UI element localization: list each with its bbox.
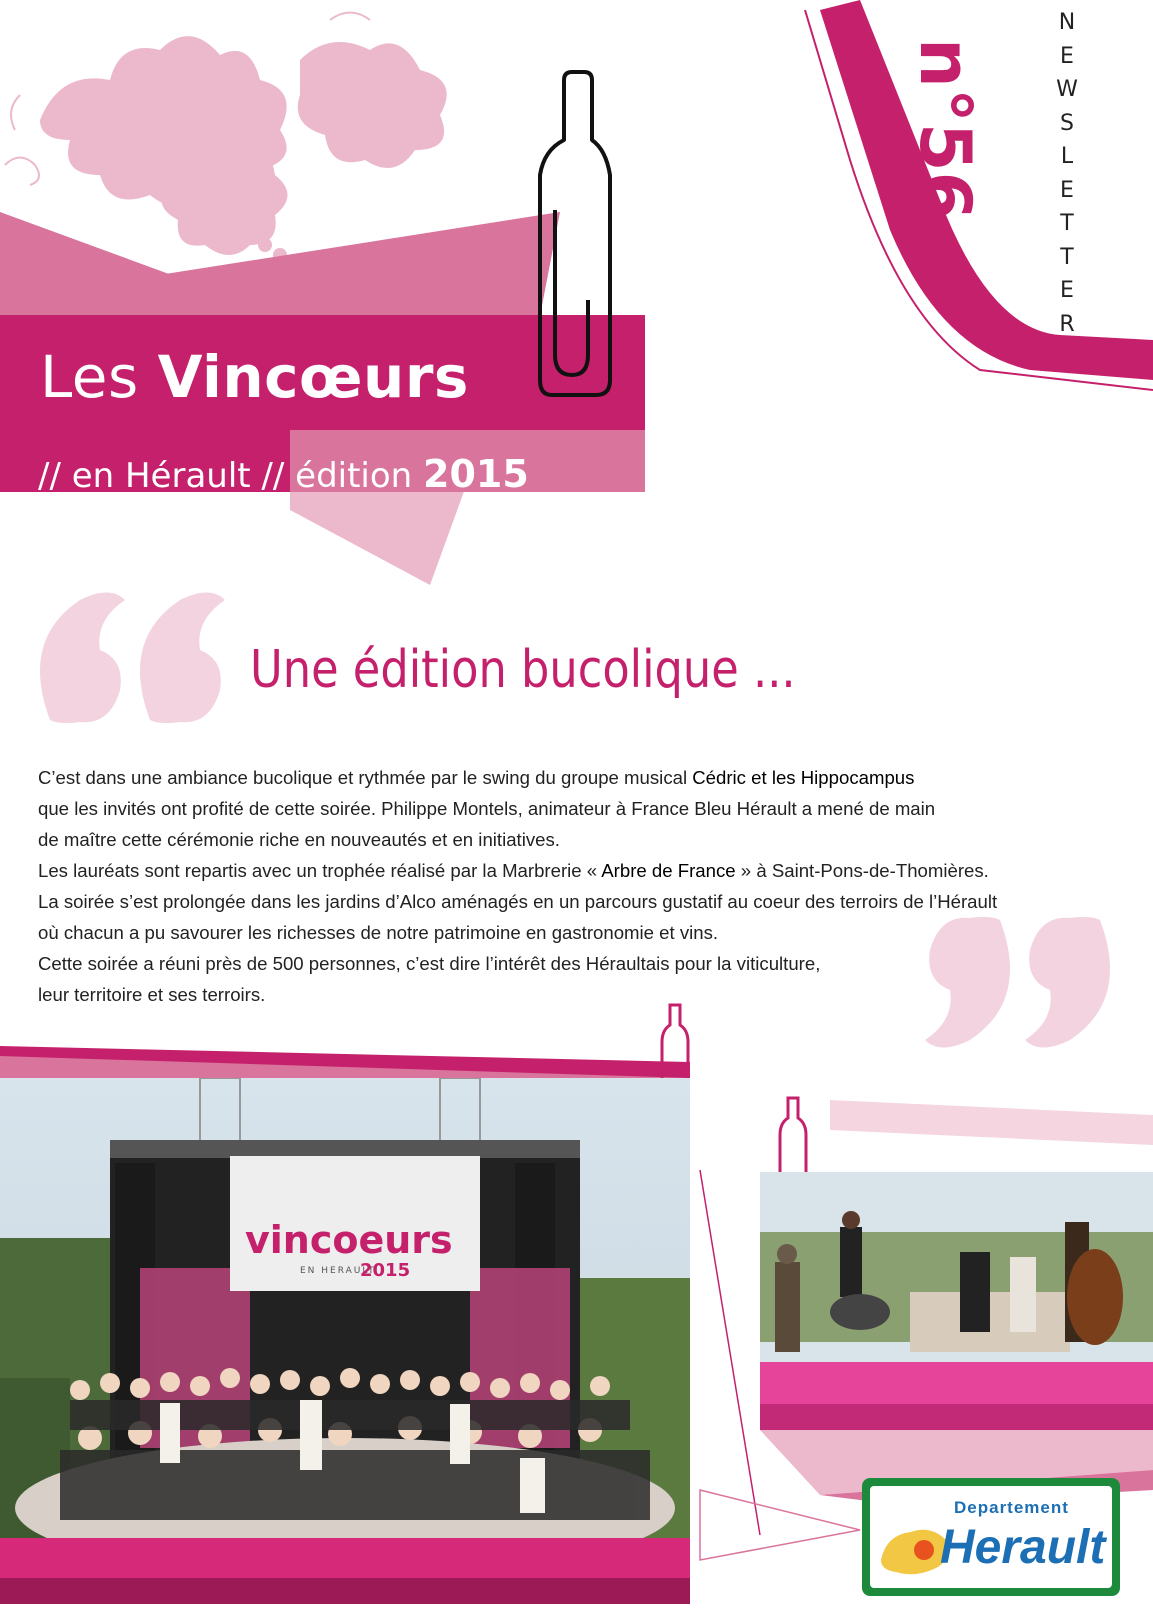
article-body	[38, 762, 1128, 1010]
body-line	[38, 762, 1128, 793]
right-band-top	[830, 1100, 1153, 1145]
body-line	[38, 979, 1128, 1010]
body-highlight: Cédric et les Hippocampus	[692, 767, 915, 788]
body-line	[38, 886, 1128, 917]
screen-sub: EN HERAULT	[300, 1266, 376, 1276]
newsletter-letter: E	[1060, 43, 1074, 69]
newsletter-letter: E	[1060, 177, 1074, 203]
body-line	[38, 917, 1128, 948]
newsletter-letter: S	[1060, 110, 1074, 136]
body-line-text: Les lauréats sont repartis avec un trophée réalisé par la Marbrerie «	[38, 860, 602, 881]
group-photo	[0, 1078, 690, 1604]
body-line	[38, 855, 1128, 886]
newsletter-subtitle	[38, 452, 529, 498]
newsletter-letter: T	[1060, 244, 1074, 270]
body-line-text: C’est dans une ambiance bucolique et rythmée par le swing du groupe musical	[38, 767, 693, 788]
newsletter-letter: N	[1058, 10, 1076, 35]
body-line	[38, 793, 1128, 824]
body-line-text: » à Saint-Pons-de-Thomières.	[735, 860, 989, 881]
herault-department-logo	[862, 1478, 1120, 1596]
body-line-text: de maître cette cérémonie riche en nouveautés et en initiatives.	[38, 829, 560, 850]
newsletter-letter: R	[1059, 311, 1075, 337]
newsletter-letter: W	[1056, 77, 1078, 102]
band-photo	[760, 1172, 1153, 1430]
screen-brand: vincoeurs	[245, 1218, 453, 1262]
subtitle-edition: édition	[295, 456, 413, 496]
subtitle-year: 2015	[423, 452, 529, 496]
accent-triangle	[700, 1490, 860, 1560]
body-line-text: que les invités ont profité de cette soirée. Philippe Montels, animateur à France Bleu Hérault a mené de main	[38, 798, 936, 819]
open-quote-icon	[40, 593, 225, 724]
body-line	[38, 824, 1128, 855]
screen-year: 2015	[360, 1260, 411, 1281]
logo-herault-text: Herault	[940, 1521, 1106, 1574]
title-bold: Vincœurs	[157, 343, 469, 411]
body-line-text: Cette soirée a réuni près de 500 personnes, c’est dire l’intérêt des Héraultais pour la viticulture,	[38, 953, 821, 974]
body-line-text: La soirée s’est prolongée dans les jardins d’Alco aménagés en un parcours gustatif au coeur des terroirs de l’Hérault	[38, 891, 998, 912]
body-line-text: leur territoire et ses terroirs.	[38, 984, 266, 1005]
body-line	[38, 948, 1128, 979]
body-highlight: Arbre de France	[601, 860, 736, 881]
issue-number: n°56	[904, 38, 986, 221]
newsletter-letter: L	[1060, 144, 1074, 169]
logo-department-text: Departement	[954, 1498, 1069, 1517]
body-line-text: où chacun a pu savourer les richesses de notre patrimoine en gastronomie et vins.	[38, 922, 719, 943]
accent-line	[700, 1170, 760, 1535]
title-light: Les	[40, 343, 139, 411]
newsletter-title	[40, 342, 469, 412]
newsletter-letter: T	[1060, 211, 1074, 236]
article-heading: Une édition bucolique ...	[250, 640, 796, 700]
newsletter-letter: E	[1060, 278, 1074, 303]
subtitle-prefix: // en Hérault //	[38, 456, 296, 496]
